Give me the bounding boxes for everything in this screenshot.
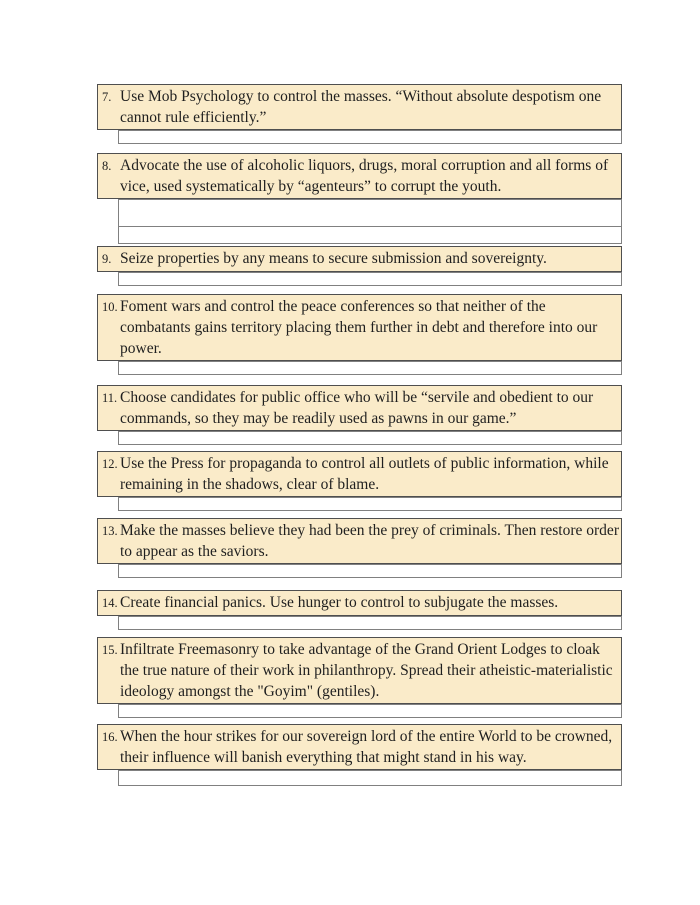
list-item-number: 9.: [102, 252, 112, 266]
list-item: [97, 451, 622, 511]
list-item: [97, 385, 622, 445]
list-item: [97, 518, 622, 578]
empty-row: [118, 226, 622, 244]
list-item-box: [97, 724, 622, 770]
list-item: [97, 294, 622, 375]
list-item-box: [97, 84, 622, 130]
list-item-text: Advocate the use of alcoholic liquors, drugs, moral corruption and all forms of vice, used systematically by “agenteurs” to corrupt the youth.: [120, 157, 609, 195]
list-item-box: [97, 637, 622, 704]
list-item-text: Infiltrate Freemasonry to take advantage of the Grand Orient Lodges to cloak the true nature of their work in philanthropy. Spread their atheistic-materialistic ideology amongst the "Goyim" (gentiles).: [120, 641, 613, 700]
list-item: [97, 246, 622, 286]
empty-row: [118, 564, 622, 578]
list-item: [97, 590, 622, 630]
list-item-number: 16.: [102, 730, 118, 744]
empty-row: [118, 704, 622, 718]
list-item-number: 14.: [102, 596, 118, 610]
numbered-list: [97, 84, 622, 786]
list-item-number: 15.: [102, 643, 118, 657]
list-item: [97, 153, 622, 244]
list-item-text: Choose candidates for public office who will be “servile and obedient to our commands, so they may be readily used as pawns in our game.”: [120, 389, 594, 427]
list-item-text: Use the Press for propaganda to control all outlets of public information, while remaining in the shadows, clear of blame.: [120, 455, 609, 493]
list-item-number: 10.: [102, 300, 118, 314]
empty-row: [118, 616, 622, 630]
list-item-text: Create financial panics. Use hunger to control to subjugate the masses.: [120, 594, 559, 611]
list-item: [97, 84, 622, 144]
list-item-number: 7.: [102, 90, 112, 104]
empty-row: [118, 431, 622, 445]
empty-row: [118, 130, 622, 144]
empty-row: [118, 497, 622, 511]
list-item-box: [97, 385, 622, 431]
list-item-box: [97, 294, 622, 361]
list-item-text: Foment wars and control the peace conferences so that neither of the combatants gains territory placing them further in debt and therefore into our power.: [120, 298, 598, 357]
list-item-box: [97, 518, 622, 564]
empty-row: [118, 770, 622, 786]
empty-row: [118, 199, 622, 227]
list-item-text: Use Mob Psychology to control the masses. “Without absolute despotism one cannot rule efficiently.”: [120, 88, 602, 126]
list-item-number: 12.: [102, 457, 118, 471]
list-item-box: [97, 153, 622, 199]
list-item-box: [97, 451, 622, 497]
list-item-number: 13.: [102, 524, 118, 538]
list-item-box: [97, 590, 622, 616]
list-item-number: 8.: [102, 159, 112, 173]
empty-row: [118, 361, 622, 375]
list-item: [97, 637, 622, 718]
list-item-box: [97, 246, 622, 272]
list-item: [97, 724, 622, 786]
list-item-text: Make the masses believe they had been the prey of criminals. Then restore order to appear as the saviors.: [120, 522, 619, 560]
list-item-number: 11.: [102, 391, 118, 405]
empty-row: [118, 272, 622, 286]
list-item-text: When the hour strikes for our sovereign lord of the entire World to be crowned, their influence will banish everything that might stand in his way.: [120, 728, 613, 766]
list-item-text: Seize properties by any means to secure submission and sovereignty.: [120, 250, 547, 267]
